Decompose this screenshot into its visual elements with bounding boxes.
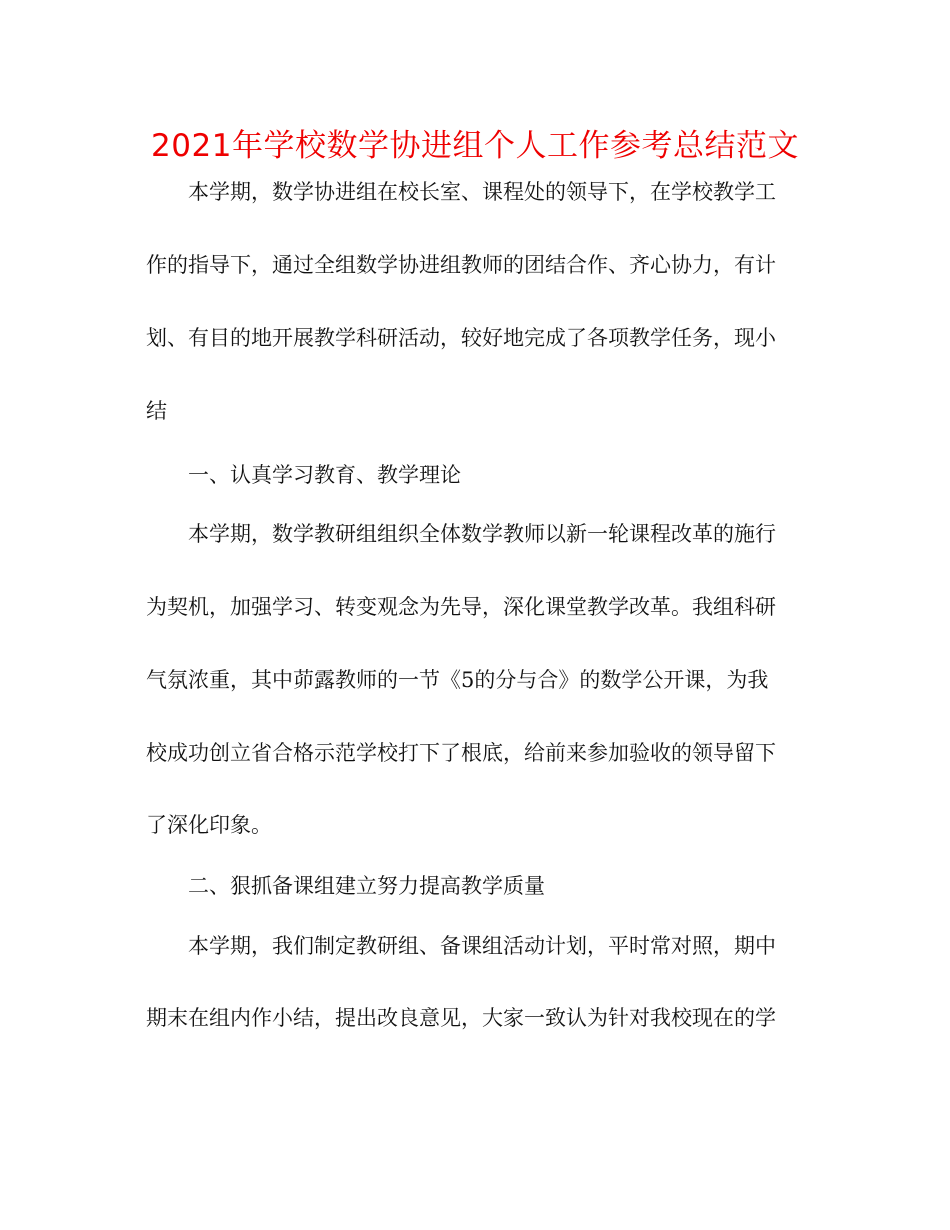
paragraph-2-line-2: 为契机，加强学习、转变观念为先导，深化课堂教学改革。我组科研	[146, 595, 776, 619]
section-heading-2: 二、狠抓备课组建立努力提高教学质量	[188, 874, 545, 898]
paragraph-1-line-2: 作的指导下，通过全组数学协进组教师的团结合作、齐心协力，有计	[146, 253, 776, 277]
paragraph-1-line-1: 本学期，数学协进组在校长室、课程处的领导下，在学校教学工	[188, 180, 776, 204]
paragraph-1-line-4: 结	[146, 399, 167, 423]
paragraph-2-line-3: 气氛浓重，其中茆露教师的一节《5的分与合》的数学公开课，为我	[146, 668, 769, 692]
paragraph-2-line-4: 校成功创立省合格示范学校打下了根底，给前来参加验收的领导留下	[146, 741, 776, 765]
paragraph-3-line-2: 期末在组内作小结，提出改良意见，大家一致认为针对我校现在的学	[146, 1006, 776, 1030]
paragraph-2-line-5: 了深化印象。	[146, 813, 272, 837]
document-title: 2021年学校数学协进组个人工作参考总结范文	[151, 128, 799, 164]
paragraph-1-line-3: 划、有目的地开展教学科研活动，较好地完成了各项教学任务，现小	[146, 326, 776, 350]
paragraph-2-line-1: 本学期，数学教研组组织全体数学教师以新一轮课程改革的施行	[188, 522, 776, 546]
paragraph-3-line-1: 本学期，我们制定教研组、备课组活动计划，平时常对照，期中	[188, 934, 776, 958]
section-heading-1: 一、认真学习教育、教学理论	[188, 463, 461, 487]
